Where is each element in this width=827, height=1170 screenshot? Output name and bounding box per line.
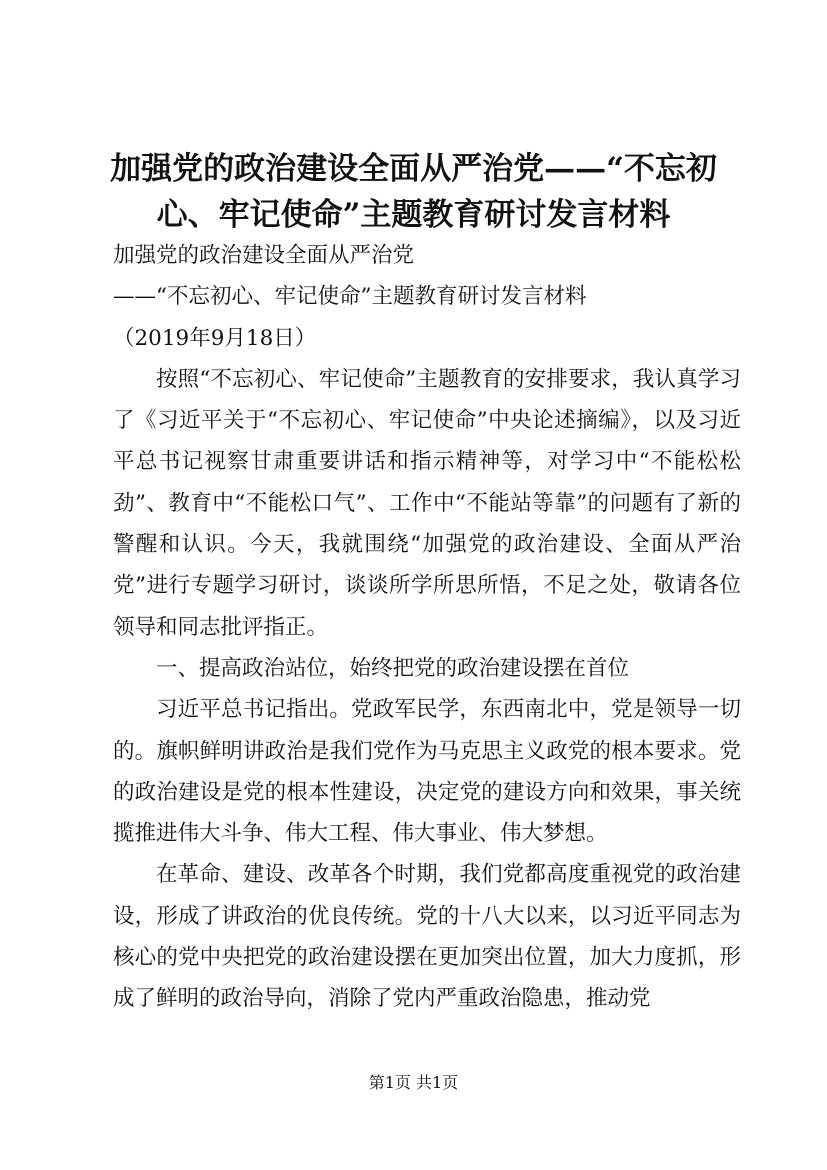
page-footer: 第1页 共1页: [368, 1073, 459, 1092]
subtitle-line-2: ——“不忘初心、牢记使命”主题教育研讨发言材料: [113, 284, 587, 310]
document-title: 加强党的政治建设全面从严治党——“不忘初心、牢记使命”主题教育研讨发言材料: [110, 151, 717, 233]
paragraph: 在革命、建设、改革各个时期，我们党都高度重视党的政治建设，形成了讲政治的优良传统。党的十八大以来，以习近平同志为核心的党中央把党的政治建设摆在更加突出位置，加大力度抓，形成了鲜明的政治导向，消除了党内严重政治隐患，推动党: [113, 862, 741, 1012]
document-body: [113, 235, 741, 1020]
subtitle-line-1: 加强党的政治建设全面从严治党: [113, 243, 415, 268]
date-line: （2019年9月18日）: [113, 325, 317, 351]
section-heading: 一、提高政治站位，始终把党的政治建设摆在首位: [156, 655, 630, 681]
paragraph: 习近平总书记指出。党政军民学，东西南北中，党是领导一切的。旗帜鲜明讲政治是我们党作为马克思主义政党的根本要求。党的政治建设是党的根本性建设，决定党的建设方向和效果，事关统揽推进伟大斗争、伟大工程、伟大事业、伟大梦想。: [113, 697, 741, 847]
paragraph: 按照“不忘初心、牢记使命”主题教育的安排要求，我认真学习了《习近平关于“不忘初心、牢记使命”中央论述摘编》，以及习近平总书记视察甘肃重要讲话和指示精神等，对学习中“不能松松劲”、教育中“不能松口气”、工作中“不能站等靠”的问题有了新的警醒和认识。今天，我就围绕“加强党的政治建设、全面从严治党”进行专题学习研讨，谈谈所学所思所悟，不足之处，敬请各位领导和同志批评指正。: [113, 366, 741, 640]
